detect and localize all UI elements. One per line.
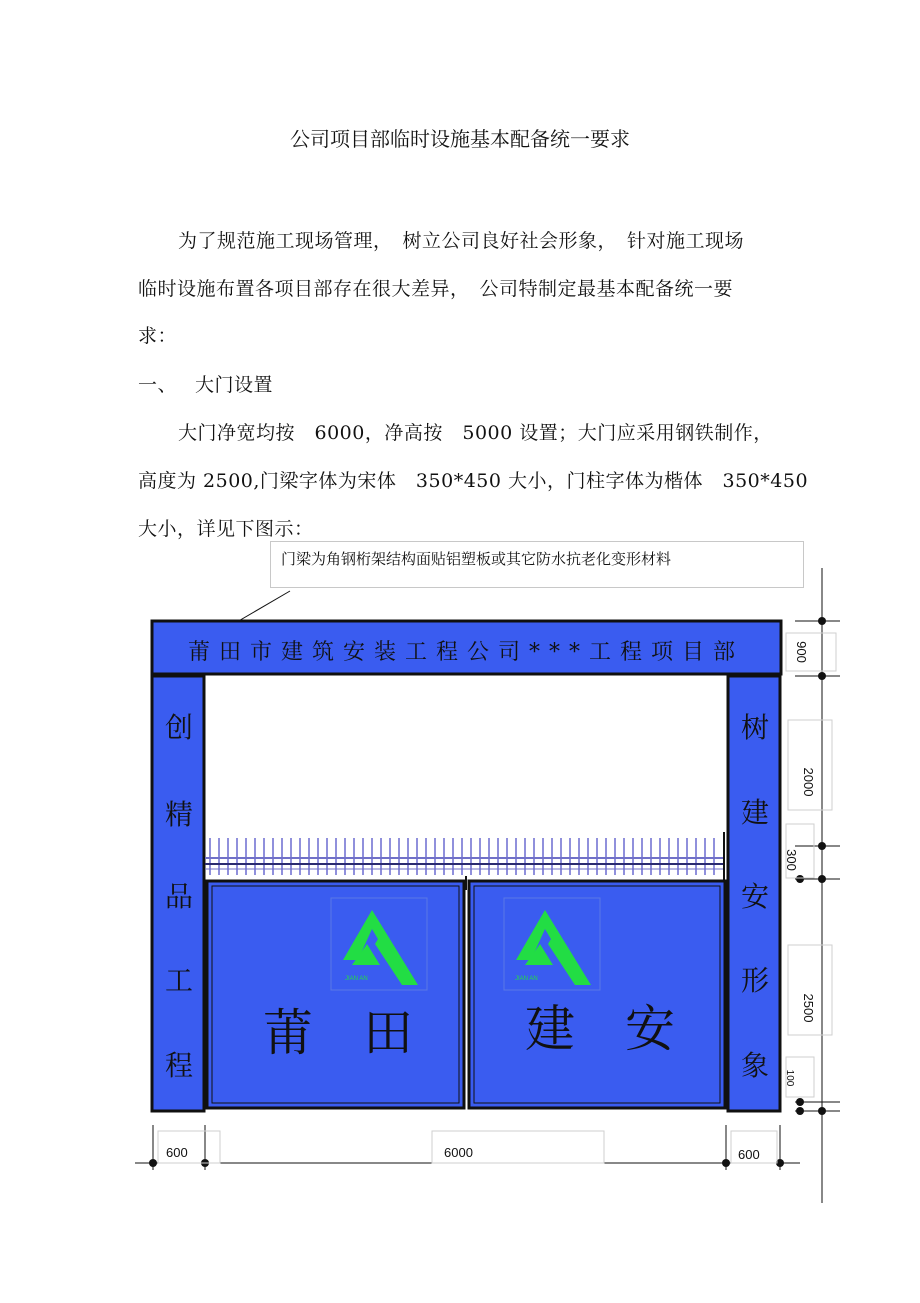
right-pillar-char: 象: [740, 1049, 770, 1082]
right-pillar-char: 形: [740, 964, 770, 997]
vdim-upper-label: 2000: [801, 767, 816, 797]
callout-text: 门梁为角钢桁架结构面贴铝塑板或其它防水抗老化变形材料: [281, 550, 672, 568]
beam-text: 莆田市建筑安装工程公司***工程项目部: [187, 640, 745, 665]
logo-text: JIAN AN: [515, 976, 538, 982]
vdim-gate-label: 2500: [801, 993, 816, 1023]
intro-line-1: 为了规范施工现场管理， 树立公司良好社会形象， 针对施工现场: [178, 230, 745, 252]
left-pillar-char: 品: [164, 880, 194, 913]
document-title: 公司项目部临时设施基本配备统一要求: [290, 127, 630, 151]
spec-line-3: 大小，详见下图示：: [138, 518, 314, 540]
left-gate-text: 莆 田: [263, 1004, 413, 1062]
section-title: 大门设置: [195, 374, 274, 396]
right-pillar-char: 建: [740, 796, 770, 829]
vdim-beam-label: 900: [794, 641, 809, 663]
right-gate-text: 建 安: [525, 1000, 675, 1058]
right-gate-leaf: [469, 881, 725, 1108]
spec-line-2: 高度为 2500,门梁字体为宋体 350*450 大小，门柱字体为楷体 350*450: [138, 470, 809, 492]
right-pillar-char: 安: [740, 880, 770, 913]
left-pillar-char: 精: [164, 798, 194, 831]
section-number: 一、: [138, 374, 178, 396]
left-pillar-char: 程: [164, 1049, 194, 1082]
spec-line-1: 大门净宽均按 6000，净高按 5000 设置；大门应采用钢铁制作，: [178, 422, 773, 444]
logo-text: JIAN AN: [345, 976, 368, 982]
dim-left-label: 600: [166, 1145, 188, 1160]
dim-center-label: 6000: [444, 1145, 473, 1160]
vdim-fence-label: 300: [784, 849, 799, 871]
vdim-bottom-label: 100: [784, 1069, 795, 1087]
right-pillar-char: 树: [740, 711, 770, 744]
intro-line-3: 求：: [138, 325, 178, 347]
dim-right-label: 600: [738, 1147, 760, 1162]
intro-line-2: 临时设施布置各项目部存在很大差异， 公司特制定最基本配备统一要: [138, 278, 734, 300]
left-gate-leaf: [207, 881, 464, 1108]
left-pillar-char: 创: [164, 711, 194, 744]
left-pillar-char: 工: [164, 964, 194, 997]
